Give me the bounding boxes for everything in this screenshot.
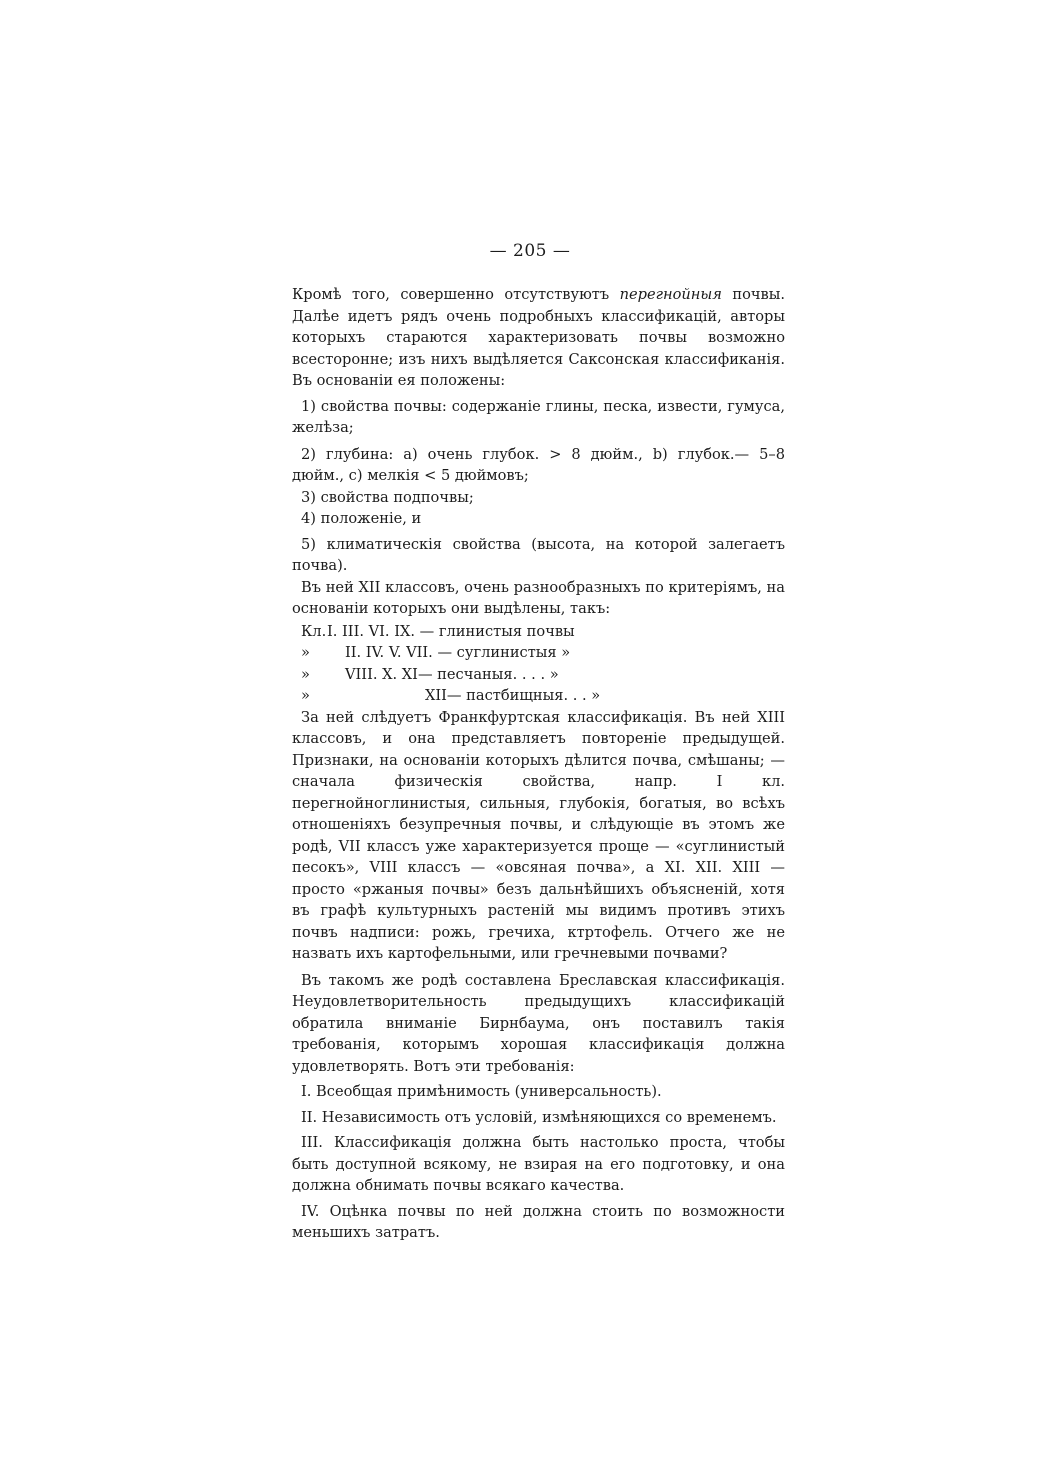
class-table <box>301 621 785 707</box>
row-classes: VIII. X. XI <box>345 665 418 683</box>
paragraph-intro-rest: почвы. Далѣе идетъ рядъ очень подробныхъ классификацій, авторы которыхъ стараются характеризовать почвы возможно всесторонне; изъ нихъ выдѣляется Саксонская классификанія. Въ основаніи ея положены: <box>292 286 786 389</box>
row-classes: II. IV. V. VII. <box>345 644 433 661</box>
requirement-2: II. Независимость отъ условій, измѣняющихся со временемъ. <box>301 1108 777 1126</box>
requirement-4: IV. Оцѣнка почвы по ней должна стоить по возможности меньшихъ затратъ. <box>292 1202 785 1241</box>
row-desc: — суглинистыя » <box>437 644 571 661</box>
row-lead: » <box>301 665 310 683</box>
paragraph-frankfurt: За ней слѣдуетъ Франкфуртская классификація. Въ ней XIII классовъ, и она представляетъ повтореніе предыдущей. Признаки, на основаніи которыхъ дѣлится почва, смѣшаны; — сначала физическія свойства, напр. I кл. перегнойноглинистыя, сильныя, глубокія, богатыя, во всѣхъ отношеніяхъ безупречныя почвы, и слѣдующіе въ этомъ же родѣ, VII классъ уже характеризуется проще — «суглинистый песокъ», VIII классъ — «овсяная почва», а XI. XII. XIII — просто «ржаныя почвы» безъ дальнѣйшихъ объясненій, хотя въ графѣ культурныхъ растеній мы видимъ противъ этихъ почвъ надписи: рожь, гречиха, ктртофель. Отчего же не назвать ихъ картофельными, или гречневыми почвами? <box>292 708 785 962</box>
row-lead: Кл. <box>301 622 327 640</box>
row-desc: — глинистыя почвы <box>419 622 575 640</box>
paragraph-intro-start: Кромѣ того, совершенно отсутствуютъ <box>292 286 610 303</box>
page-number: — 205 — <box>489 241 571 261</box>
row-classes: I. III. VI. IX. <box>327 622 415 640</box>
class-table-row <box>301 664 785 686</box>
requirement-1: I. Всеобщая примѣнимость (универсальность). <box>301 1083 662 1100</box>
paragraph-classes-intro: Въ ней XII классовъ, очень разнообразныхъ по критеріямъ, на основаніи которыхъ они выдѣлены, такъ: <box>292 578 785 617</box>
row-lead: » <box>301 644 310 661</box>
list-item-4: 4) положеніе, и <box>301 510 422 527</box>
italic-term: перегнойныя <box>609 286 722 303</box>
paragraph-intro <box>292 284 785 392</box>
class-table-row <box>301 685 785 707</box>
list-item-2: 2) глубина: a) очень глубок. > 8 дюйм., b) глубок.— 5–8 дюйм., c) мелкія < 5 дюймовъ; <box>292 445 785 484</box>
page-body <box>292 284 785 1244</box>
paragraph-breslau: Въ такомъ же родѣ составлена Бреславская классификація. Неудовлетворительность предыдущихъ классификацій обратила вниманіе Бирнбаума, онъ поставилъ такія требованія, которымъ хорошая классификація должна удовлетворять. Вотъ эти требованія: <box>292 971 785 1075</box>
list-item-3: 3) свойства подпочвы; <box>301 488 474 506</box>
list-item-1: 1) свойства почвы: содержаніе глины, песка, извести, гумуса, желѣза; <box>292 397 785 436</box>
row-desc: — пастбищныя. . . » <box>446 687 601 704</box>
list-item-5: 5) климатическія свойства (высота, на которой залегаетъ почва). <box>292 535 785 574</box>
row-lead: » <box>301 687 310 704</box>
row-classes: XII <box>425 687 447 704</box>
requirement-3: III. Классификація должна быть настолько проста, чтобы быть доступной всякому, не взирая на его подготовку, и она должна обнимать почвы всякаго качества. <box>292 1134 785 1194</box>
row-desc: — песчаныя. . . . » <box>417 665 559 683</box>
class-table-row <box>301 642 785 664</box>
class-table-row <box>301 621 785 643</box>
